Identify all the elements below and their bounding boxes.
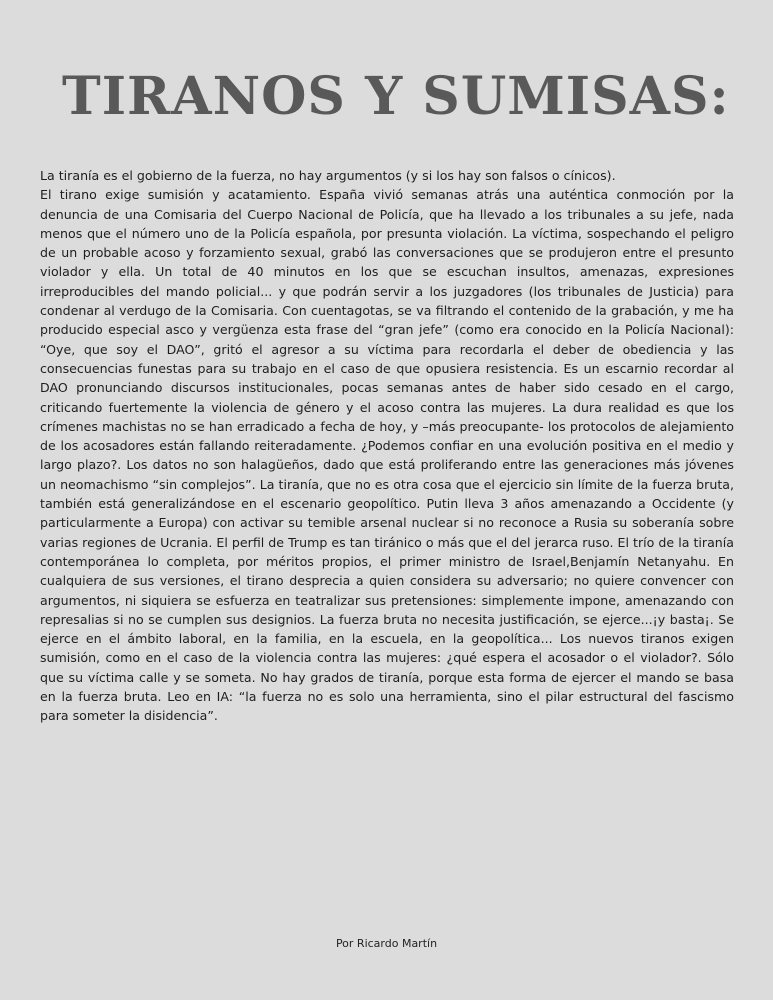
article-paragraph-intro: La tiranía es el gobierno de la fuerza, no hay argumentos (y si los hay son falsos o cínicos). — [40, 168, 616, 183]
author-byline: Por Ricardo Martín — [335, 937, 438, 950]
article-body — [40, 166, 734, 726]
document-title: TIRANOS Y SUMISAS: — [62, 66, 730, 127]
article-paragraph-main: El tirano exige sumisión y acatamiento. España vivió semanas atrás una auténtica conmoción por la denuncia de una Comisaria del Cuerpo Nacional de Policía, que ha llevado a los tribunales a su jefe, nada menos que el número uno de la Policía española, por presunta violación. La víctima, sospechando el peligro de un probable acoso y forzamiento sexual, grabó las conversaciones que se produjeron entre el presunto violador y ella. Un total de 40 minutos en los que se escuchan insultos, amenazas, expresiones irreproducibles del mando policial... y que podrán servir a los juzgadores (los tribunales de Justicia) para condenar al verdugo de la Comisaria. Con cuentagotas, se va filtrando el contenido de la grabación, y me ha producido especial asco y vergüenza esta frase del “gran jefe” (como era conocido en la Policía Nacional): “Oye, que soy el DAO”, gritó el agresor a su víctima para recordarla el deber de obediencia y las consecuencias funestas para su trabajo en el caso de que opusiera resistencia. Es un escarnio recordar al DAO pronunciando discursos institucionales, pocas semanas antes de haber sido cesado en el cargo, criticando fuertemente la violencia de género y el acoso contra las mujeres. La dura realidad es que los crímenes machistas no se han erradicado a fecha de hoy, y –más preocupante- los protocolos de alejamiento de los acosadores están fallando reiteradamente. ¿Podemos confiar en una evolución positiva en el medio y largo plazo?. Los datos no son halagüeños, dado que está proliferando entre las generaciones más jóvenes un neomachismo “sin complejos”. La tiranía, que no es otra cosa que el ejercicio sin límite de la fuerza bruta, también está generalizándose en el escenario geopolítico. Putin lleva 3 años amenazando a Occidente (y particularmente a Europa) con activar su temible arsenal nuclear si no reconoce a Rusia su soberanía sobre varias regiones de Ucrania. El perfil de Trump es tan tiránico o más que el del jerarca ruso. El trío de la tiranía contemporánea lo completa, por méritos propios, el primer ministro de Israel,Benjamín Netanyahu. En cualquiera de sus versiones, el tirano desprecia a quien considera su adversario; no quiere convencer con argumentos, ni siquiera se esfuerza en teatralizar sus pretensiones: simplemente impone, amenazando con represalias si no se cumplen sus designios. La fuerza bruta no necesita justificación, se ejerce...¡y basta¡. Se ejerce en el ámbito laboral, en la familia, en la escuela, en la geopolítica... Los nuevos tiranos exigen sumisión, como en el caso de la violencia contra las mujeres: ¿qué espera el acosador o el violador?. Sólo que su víctima calle y se someta. No hay grados de tiranía, porque esta forma de ejercer el mando se basa en la fuerza bruta. Leo en IA: “la fuerza no es solo una herramienta, sino el pilar estructural del fascismo para someter la disidencia”. — [40, 187, 734, 724]
